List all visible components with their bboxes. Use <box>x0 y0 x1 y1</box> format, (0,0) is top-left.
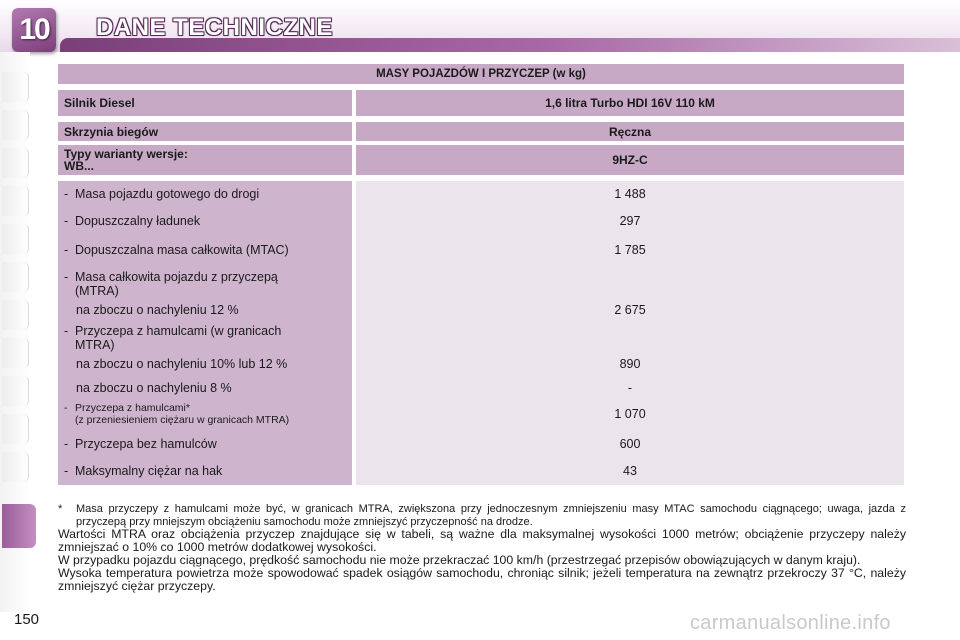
chapter-tab-active[interactable] <box>2 504 36 548</box>
row-label: - Dopuszczalna masa całkowita (MTAC) <box>64 243 289 257</box>
chapter-tab-strip <box>0 52 30 612</box>
row-label: - Maksymalny ciężar na hak <box>64 464 223 478</box>
row-value: 297 <box>619 214 641 228</box>
chapter-tab[interactable] <box>2 414 29 444</box>
chapter-tab[interactable] <box>2 262 29 292</box>
row-label: - Masa całkowita pojazdu z przyczepą (MTRA) <box>64 270 278 298</box>
row-label: - Przyczepa bez hamulców <box>64 437 217 451</box>
chapter-tab[interactable] <box>2 72 29 102</box>
chapter-tab[interactable] <box>2 376 29 406</box>
chapter-badge: 10 <box>12 8 56 52</box>
row-label: na zboczu o nachyleniu 8 % <box>76 381 232 395</box>
chapter-tab[interactable] <box>2 148 29 178</box>
chapter-tab[interactable] <box>2 452 29 482</box>
note-paragraph: Wysoka temperatura powietrza może spowodować spadek osiągów samochodu, chroniąc silnik; jeżeli temperatura na zewnątrz przekroczy 37 °C, należy zmniejszyć ciężar przyczepy. <box>58 566 906 593</box>
row-value: 600 <box>619 437 641 451</box>
page-number: 150 <box>14 611 40 628</box>
chapter-tab[interactable] <box>2 338 29 368</box>
gearbox-label: Skrzynia biegów <box>58 122 352 141</box>
row-value: - <box>627 381 633 395</box>
footnote <box>58 503 906 528</box>
footnote-star: * <box>58 503 63 515</box>
row-label: na zboczu o nachyleniu 12 % <box>76 303 239 317</box>
mass-table <box>58 64 904 485</box>
row-label: na zboczu o nachyleniu 10% lub 12 % <box>76 357 288 371</box>
page-header <box>0 0 960 52</box>
row-value: 1 488 <box>614 187 646 201</box>
row-label: - Masa pojazdu gotowego do drogi <box>64 187 260 201</box>
notes-section <box>58 503 906 593</box>
chapter-tab[interactable] <box>2 300 29 330</box>
row-value: 890 <box>619 357 641 371</box>
table-body <box>58 181 904 485</box>
row-value: 43 <box>623 464 637 478</box>
chapter-tab[interactable] <box>2 110 29 140</box>
note-paragraph: Wartości MTRA oraz obciążenia przyczep znajdujące się w tabeli, są ważne dla maksymalnej wysokości 1000 metrów; obciążenie przyczepy należy zmniejszać o 10% co 1000 metrów dodatkowej wysokości. <box>58 527 906 554</box>
engine-label: Silnik Diesel <box>58 90 352 116</box>
row-label: - Dopuszczalny ładunek <box>64 214 201 228</box>
row-labels <box>58 181 352 485</box>
row-value: 1 070 <box>614 407 646 421</box>
types-label-line1: Typy warianty wersje: <box>64 147 188 161</box>
types-value: 9HZ-C <box>356 145 904 175</box>
row-values <box>356 181 904 485</box>
gearbox-value: Ręczna <box>356 122 904 141</box>
row-value: 2 675 <box>614 303 646 317</box>
page-title: DANE TECHNICZNE <box>96 14 333 41</box>
chapter-tab[interactable] <box>2 224 29 254</box>
note-paragraph: W przypadku pojazdu ciągnącego, prędkość samochodu nie może przekraczać 100 km/h (przestrzegać przepisów obowiązujących w danym kraju). <box>58 553 861 567</box>
types-label-line2: WB... <box>64 159 94 173</box>
types-label <box>58 145 352 175</box>
footnote-text: Masa przyczepy z hamulcami może być, w granicach MTRA, zwiększona przy jednoczesnym zmniejszeniu masy MTAC samochodu ciągnącego; uwaga, jazda z przyczepą przy mniejszym obciążeniu samochodu może zmniejszyć przyczepność na drodze. <box>76 503 906 528</box>
row-value: 1 785 <box>614 243 646 257</box>
table-title: MASY POJAZDÓW I PRZYCZEP (w kg) <box>58 64 904 84</box>
engine-value: 1,6 litra Turbo HDI 16V 110 kM <box>356 90 904 116</box>
watermark: carmanualsonline.info <box>690 612 891 634</box>
row-label: - Przyczepa z hamulcami (w granicach MTRA) <box>64 324 282 352</box>
chapter-tab[interactable] <box>2 186 29 216</box>
row-label: - Przyczepa z hamulcami* (z przeniesieniem ciężaru w granicach MTRA) <box>64 402 290 426</box>
